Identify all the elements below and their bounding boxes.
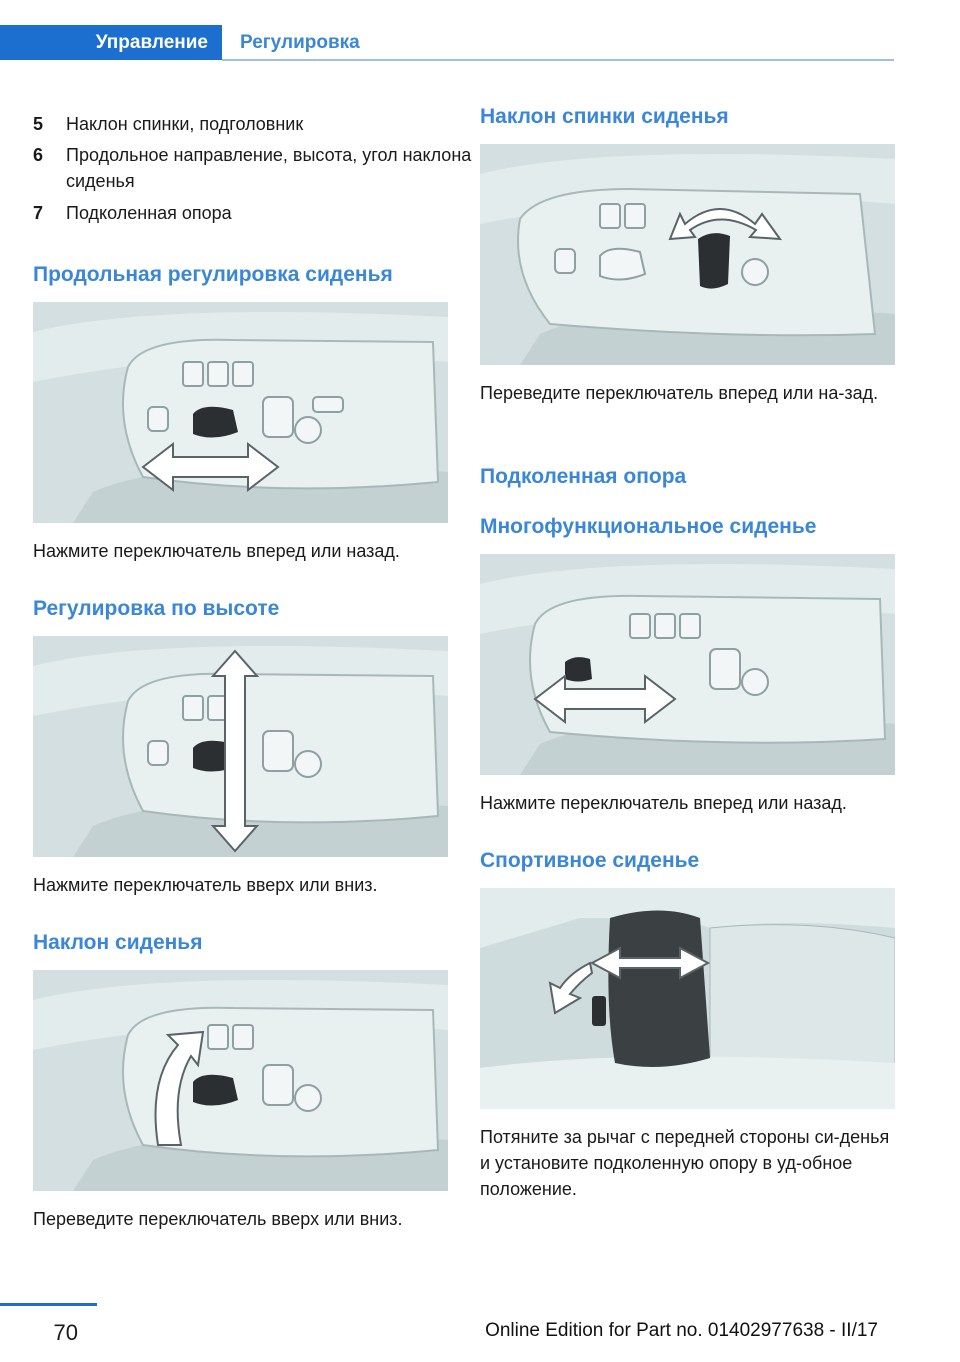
seat-switch-illustration <box>33 636 448 857</box>
list-text: Наклон спинки, подголовник <box>66 114 304 134</box>
footer-divider <box>0 1303 97 1306</box>
section-heading: Регулировка по высоте <box>33 597 280 620</box>
seat-cushion-illustration <box>480 888 895 1109</box>
list-number: 7 <box>33 203 44 223</box>
tab-adjustment[interactable] <box>240 25 360 60</box>
list-text: Продольное направление, высота, угол наклона сиденья <box>66 145 472 191</box>
list-number: 5 <box>33 114 44 134</box>
list-number: 6 <box>33 145 44 165</box>
caption: Переведите переключатель вверх или вниз. <box>33 1209 403 1229</box>
section-heading: Наклон сиденья <box>33 931 203 954</box>
section-heading: Подколенная опора <box>480 465 687 488</box>
seat-switch-illustration <box>480 144 895 365</box>
caption: Нажмите переключатель вперед или назад. <box>480 793 847 813</box>
header-tabs <box>0 0 894 62</box>
caption: Переведите переключатель вперед или на-зад. <box>480 383 879 403</box>
section-heading: Продольная регулировка сиденья <box>33 263 393 286</box>
edition-info: Online Edition for Part no. 01402977638 - II/17 <box>485 1320 878 1341</box>
tab-controls-label: Управление <box>95 31 208 53</box>
seat-switch-illustration <box>33 302 448 523</box>
tab-controls[interactable] <box>0 25 222 60</box>
caption: Нажмите переключатель вперед или назад. <box>33 541 400 561</box>
subsection-heading: Спортивное сиденье <box>480 849 700 872</box>
page-number: 70 <box>53 1320 78 1345</box>
tab-adjustment-label: Регулировка <box>240 31 360 53</box>
caption: Нажмите переключатель вверх или вниз. <box>33 875 378 895</box>
tab-underline <box>222 59 894 61</box>
seat-switch-illustration <box>33 970 448 1191</box>
seat-switch-illustration <box>480 554 895 775</box>
subsection-heading: Многофункциональное сиденье <box>480 515 817 538</box>
list-text: Подколенная опора <box>66 203 232 223</box>
section-heading: Наклон спинки сиденья <box>480 105 729 128</box>
caption: Потяните за рычаг с передней стороны си-денья и установите подколенную опору в уд-обное положение. <box>480 1127 890 1199</box>
